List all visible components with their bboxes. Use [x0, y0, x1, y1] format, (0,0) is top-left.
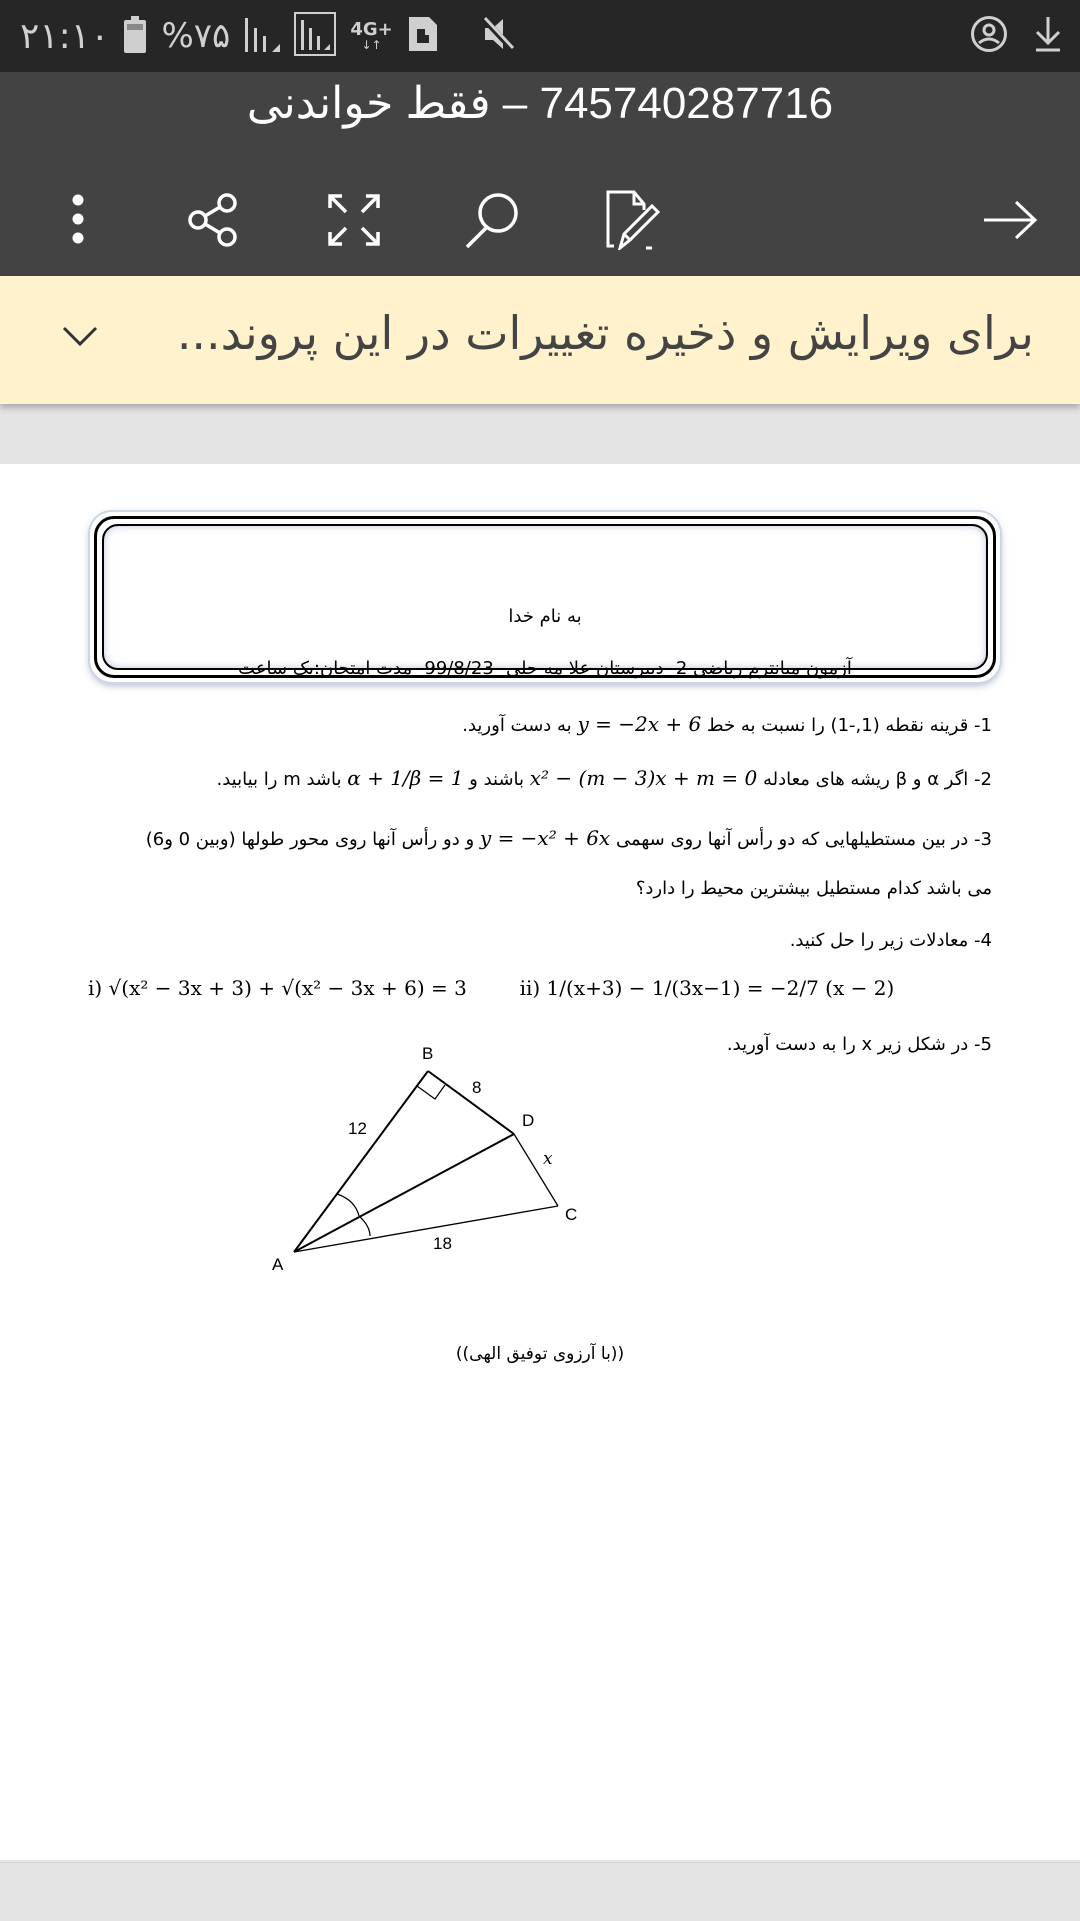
label-ac: 18 — [433, 1234, 452, 1253]
forward-button[interactable] — [968, 180, 1052, 264]
label-x: x — [543, 1149, 553, 1169]
app-bar — [0, 72, 1080, 276]
battery-icon — [123, 14, 147, 58]
document-page — [0, 464, 1080, 1860]
share-button[interactable] — [172, 180, 256, 264]
share-icon — [186, 192, 242, 252]
label-ab: 12 — [348, 1119, 367, 1138]
toolbar — [0, 172, 1080, 272]
question-3-line-1: 3- در بین مستطیلهایی که دو رأس آنها روی سهمی y = −x² + 6x و دو رأس آنها روی محور طولها (وبین 0 و6) — [145, 826, 992, 850]
equation-i: i) √(x² − 3x + 3) + √(x² − 3x + 6) = 3 — [88, 976, 467, 1000]
bottom-margin — [0, 1862, 1080, 1921]
expand-banner-button[interactable] — [58, 316, 102, 360]
fullscreen-button[interactable] — [312, 180, 396, 264]
clock: ۲۱:۱۰ — [20, 15, 110, 57]
label-b: B — [422, 1044, 434, 1063]
battery-percent: %۷۵ — [161, 16, 231, 56]
download-icon[interactable] — [1034, 15, 1062, 57]
header-line-1: به نام خدا — [508, 606, 582, 627]
status-bar — [0, 0, 1080, 72]
question-2: 2- اگر α و β ریشه های معادله x² − (m − 3)x + m = 0 باشند و α + 1/β = 1 باشد m را بیابید. — [216, 766, 992, 790]
header-line-2: آزمون میانترم ریاضی 2- دبیرستان علا مه حلی- 99/8/23- مدت امتحان:یک ساعت — [238, 658, 852, 679]
label-c: C — [565, 1205, 578, 1224]
more-options-button[interactable] — [36, 180, 120, 264]
more-vert-icon — [68, 194, 88, 250]
exam-header-box — [90, 512, 1000, 682]
question-3-line-2: می باشد کدام مستطیل بیشترین محیط را دارد؟ — [635, 878, 992, 899]
question-4: 4- معادلات زیر را حل کنید. — [789, 930, 992, 951]
search-button[interactable] — [450, 180, 534, 264]
label-bd: 8 — [472, 1078, 482, 1097]
fullscreen-icon — [328, 194, 380, 250]
question-1: 1- قرینه نقطه (1,-1) را نسبت به خط y = −2x + 6 به دست آورید. — [462, 712, 992, 736]
edit-document-icon — [606, 190, 662, 254]
mute-icon — [481, 14, 517, 58]
banner-text: برای ویرایش و ذخیره تغییرات در این پروند... — [176, 306, 1034, 360]
question-5: 5- در شکل زیر x را به دست آورید. — [726, 1034, 992, 1055]
label-a: A — [272, 1255, 284, 1274]
equation-ii: ii) 1/(x+3) − 1/(3x−1) = −2/7 (x − 2) — [519, 976, 895, 1000]
sim-icon — [407, 15, 439, 57]
document-title: 745740287716 – فقط خواندنی — [246, 79, 834, 128]
closing-note: ((با آرزوی توفیق الهی)) — [455, 1344, 625, 1364]
search-icon — [463, 191, 521, 253]
edit-button[interactable] — [592, 180, 676, 264]
edit-notice-banner[interactable] — [0, 276, 1080, 404]
account-circle-icon[interactable] — [970, 15, 1008, 57]
arrow-forward-icon — [982, 198, 1038, 246]
signal-icon — [244, 14, 280, 58]
label-d: D — [522, 1111, 535, 1130]
triangle-diagram — [250, 1030, 600, 1280]
signal-boxed-icon — [294, 12, 336, 60]
equations-row — [88, 976, 894, 1000]
4g-plus-icon: 4G+ ↓↑ — [350, 19, 393, 52]
chevron-down-icon — [62, 325, 98, 351]
